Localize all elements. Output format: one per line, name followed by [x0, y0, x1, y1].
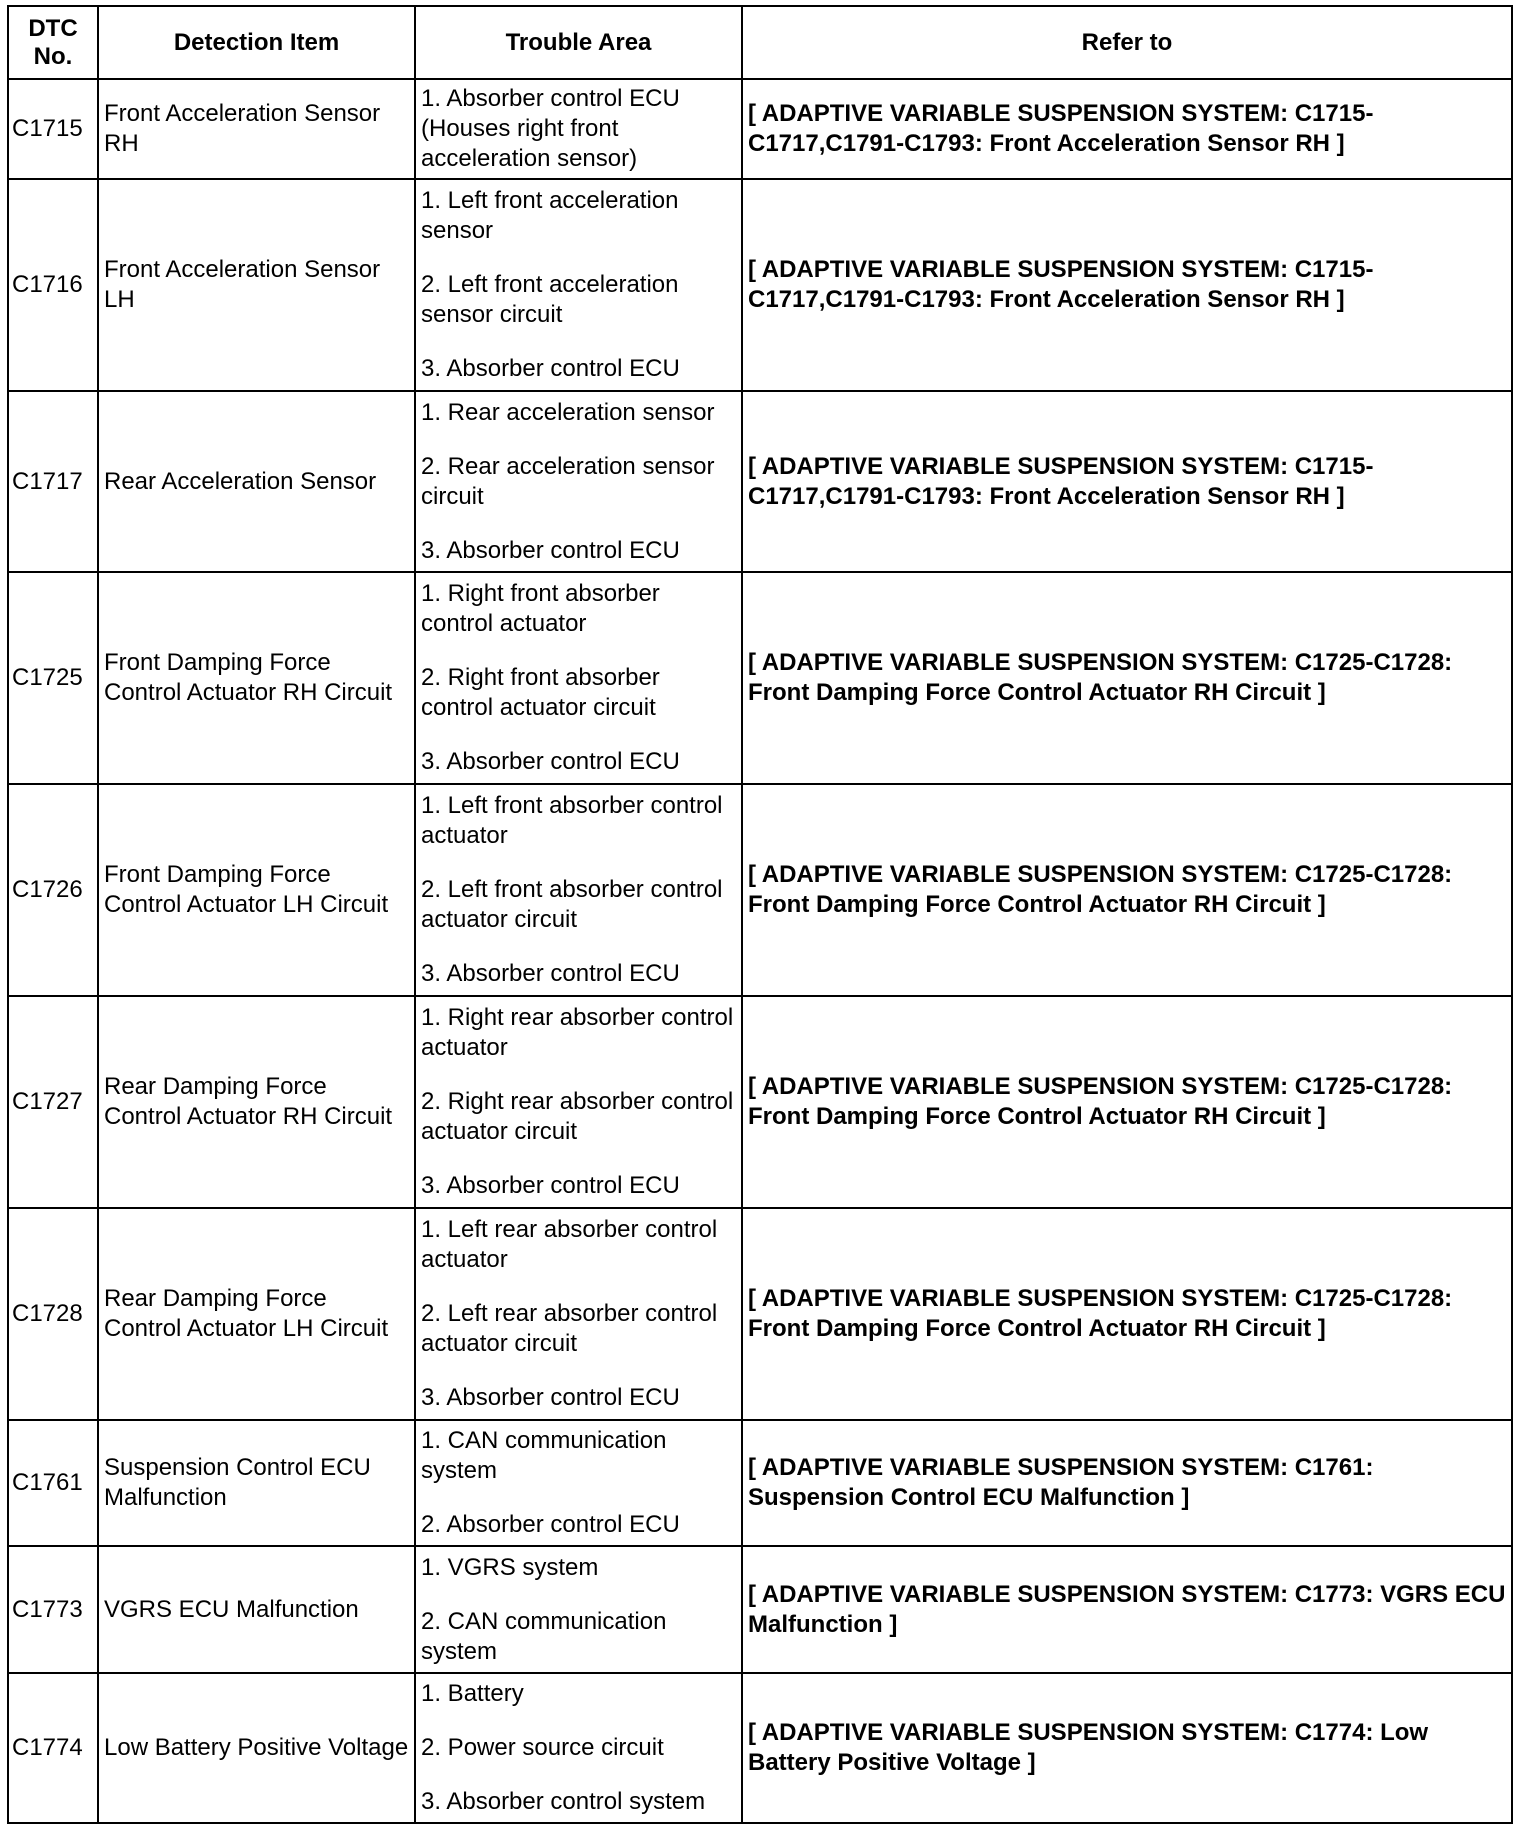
trouble-area-item: 2. Right front absorber control actuator circuit [421, 664, 660, 721]
trouble-area [415, 784, 742, 996]
trouble-area-item: 2. CAN communication system [421, 1607, 667, 1665]
detection-item: Low Battery Positive Voltage [98, 1673, 415, 1823]
refer-to-link[interactable]: [ ADAPTIVE VARIABLE SUSPENSION SYSTEM: C1725-C1728: Front Damping Force Control Actuator RH Circuit ] [742, 784, 1512, 996]
trouble-area-item: 3. Absorber control ECU [421, 536, 680, 564]
refer-to-link[interactable]: [ ADAPTIVE VARIABLE SUSPENSION SYSTEM: C1725-C1728: Front Damping Force Control Actuator RH Circuit ] [742, 1208, 1512, 1420]
trouble-area [415, 391, 742, 572]
detection-item: Front Acceleration Sensor LH [98, 179, 415, 391]
table-row [8, 784, 1512, 996]
detection-item: Front Damping Force Control Actuator LH Circuit [98, 784, 415, 996]
trouble-area-item: 1. Right rear absorber control actuator [421, 1004, 734, 1061]
detection-item: Rear Acceleration Sensor [98, 391, 415, 572]
table-row [8, 1208, 1512, 1420]
trouble-area [415, 996, 742, 1208]
dtc-code: C1761 [8, 1420, 98, 1546]
trouble-area-item: 3. Absorber control system [421, 1788, 706, 1815]
refer-to-link[interactable]: [ ADAPTIVE VARIABLE SUSPENSION SYSTEM: C1773: VGRS ECU Malfunction ] [742, 1546, 1512, 1673]
trouble-area-item: 1. Left front absorber control actuator [421, 792, 723, 849]
trouble-area-item: 2. Absorber control ECU [421, 1511, 680, 1538]
table-body [8, 79, 1512, 1823]
table-row [8, 79, 1512, 179]
trouble-area-item: 1. Rear acceleration sensor [421, 398, 715, 426]
detection-item: VGRS ECU Malfunction [98, 1546, 415, 1673]
dtc-table [7, 5, 1513, 1824]
trouble-area [415, 179, 742, 391]
trouble-area [415, 1208, 742, 1420]
table-row [8, 1420, 1512, 1546]
trouble-area-item: 3. Absorber control ECU [421, 1384, 680, 1411]
trouble-area-item: 1. Left front acceleration sensor [421, 187, 679, 244]
refer-to-link[interactable]: [ ADAPTIVE VARIABLE SUSPENSION SYSTEM: C1715-C1717,C1791-C1793: Front Acceleration Sensor RH ] [742, 391, 1512, 572]
trouble-area-item: 2. Left front acceleration sensor circuit [421, 271, 679, 328]
dtc-code: C1727 [8, 996, 98, 1208]
refer-to-link[interactable]: [ ADAPTIVE VARIABLE SUSPENSION SYSTEM: C1725-C1728: Front Damping Force Control Actuator RH Circuit ] [742, 572, 1512, 784]
detection-item: Rear Damping Force Control Actuator RH Circuit [98, 996, 415, 1208]
table-row [8, 179, 1512, 391]
header-row [8, 6, 1512, 79]
header-detection-item: Detection Item [98, 6, 415, 79]
trouble-area-item: 1. Absorber control ECU (Houses right front acceleration sensor) [421, 85, 680, 172]
detection-item: Suspension Control ECU Malfunction [98, 1420, 415, 1546]
trouble-area-item: 2. Left front absorber control actuator circuit [421, 876, 723, 933]
trouble-area-item: 3. Absorber control ECU [421, 355, 680, 382]
refer-to-link[interactable]: [ ADAPTIVE VARIABLE SUSPENSION SYSTEM: C1725-C1728: Front Damping Force Control Actuator RH Circuit ] [742, 996, 1512, 1208]
trouble-area-item: 1. Battery [421, 1680, 524, 1707]
table-header [8, 6, 1512, 79]
trouble-area-item: 1. VGRS system [421, 1553, 599, 1581]
refer-to-link[interactable]: [ ADAPTIVE VARIABLE SUSPENSION SYSTEM: C1761: Suspension Control ECU Malfunction ] [742, 1420, 1512, 1546]
detection-item: Front Acceleration Sensor RH [98, 79, 415, 179]
trouble-area [415, 572, 742, 784]
refer-to-link[interactable]: [ ADAPTIVE VARIABLE SUSPENSION SYSTEM: C1715-C1717,C1791-C1793: Front Acceleration Sensor RH ] [742, 79, 1512, 179]
trouble-area-item: 3. Absorber control ECU [421, 1172, 680, 1199]
trouble-area [415, 1673, 742, 1823]
trouble-area-item: 3. Absorber control ECU [421, 960, 680, 987]
detection-item: Front Damping Force Control Actuator RH Circuit [98, 572, 415, 784]
trouble-area [415, 1420, 742, 1546]
trouble-area-item: 2. Right rear absorber control actuator circuit [421, 1088, 734, 1145]
dtc-code: C1717 [8, 391, 98, 572]
dtc-code: C1728 [8, 1208, 98, 1420]
table-row [8, 996, 1512, 1208]
trouble-area-item: 1. Right front absorber control actuator [421, 580, 660, 637]
table-row [8, 572, 1512, 784]
detection-item: Rear Damping Force Control Actuator LH Circuit [98, 1208, 415, 1420]
trouble-area-item: 2. Power source circuit [421, 1734, 664, 1761]
trouble-area [415, 79, 742, 179]
table-row [8, 1546, 1512, 1673]
header-refer-to: Refer to [742, 6, 1512, 79]
trouble-area [415, 1546, 742, 1673]
dtc-code: C1774 [8, 1673, 98, 1823]
table-row [8, 1673, 1512, 1823]
refer-to-link[interactable]: [ ADAPTIVE VARIABLE SUSPENSION SYSTEM: C1715-C1717,C1791-C1793: Front Acceleration Sensor RH ] [742, 179, 1512, 391]
trouble-area-item: 1. CAN communication system [421, 1427, 667, 1484]
refer-to-link[interactable]: [ ADAPTIVE VARIABLE SUSPENSION SYSTEM: C1774: Low Battery Positive Voltage ] [742, 1673, 1512, 1823]
trouble-area-item: 3. Absorber control ECU [421, 748, 680, 775]
trouble-area-item: 1. Left rear absorber control actuator [421, 1216, 718, 1273]
dtc-code: C1716 [8, 179, 98, 391]
dtc-code: C1726 [8, 784, 98, 996]
dtc-code: C1725 [8, 572, 98, 784]
header-trouble-area: Trouble Area [415, 6, 742, 79]
header-dtc-no: DTC No. [8, 6, 98, 79]
dtc-code: C1715 [8, 79, 98, 179]
trouble-area-item: 2. Left rear absorber control actuator circuit [421, 1300, 718, 1357]
table-row [8, 391, 1512, 572]
trouble-area-item: 2. Rear acceleration sensor circuit [421, 452, 715, 510]
dtc-code: C1773 [8, 1546, 98, 1673]
